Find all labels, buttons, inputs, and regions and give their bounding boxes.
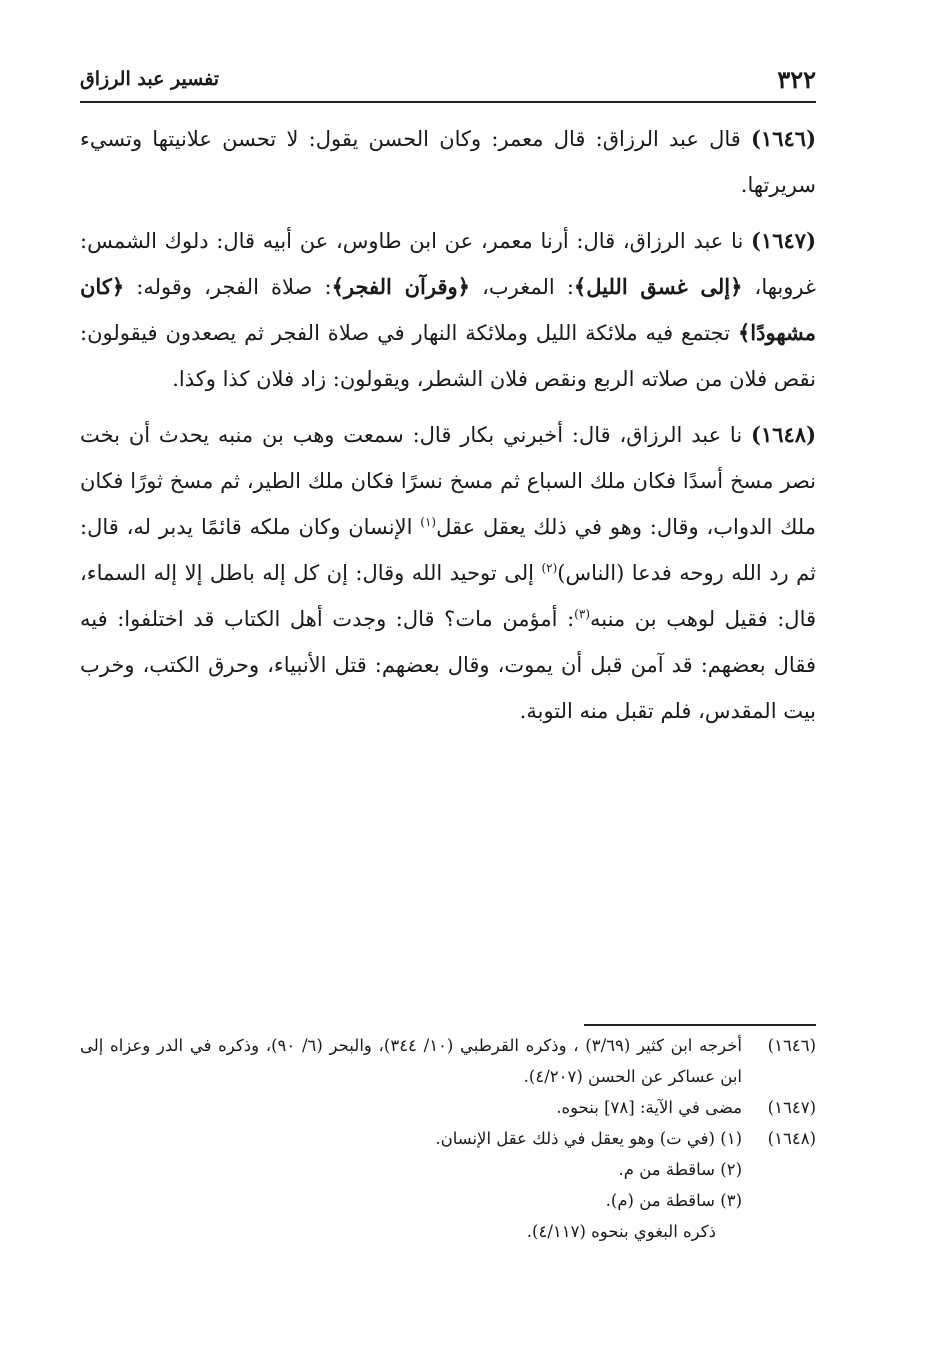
footnote-marker: (٢) — [541, 561, 558, 575]
paragraph-text: : أمؤمن مات؟ قال: وجدت أهل الكتاب قد اختلفوا: فيه فقال بعضهم: قد آمن قبل أن يموت، وقال بعضهم: قتل الأنبياء، وحرق الكتب، وخرب بيت المقدس، فلم تقبل منه التوبة. — [80, 607, 816, 723]
quran-quote: ﴿وقرآن الفجر﴾ — [331, 274, 470, 299]
header-divider — [80, 101, 816, 103]
footnote-marker: (١) — [420, 515, 437, 529]
quran-quote: ﴿إلى غسق الليل﴾ — [573, 274, 743, 299]
paragraph-text: قال عبد الرزاق: قال معمر: وكان الحسن يقول: لا تحسن علانيتها وتسيء سريرتها. — [80, 127, 816, 197]
footnote-text: أخرجه ابن كثير (٣/٦٩) ، وذكره القرطبي (١٠/ ٣٤٤)، والبحر (٦/ ٩٠)، وذكره في الدر وعزاه إلى ابن عساكر عن الحسن (٤/٢٠٧). — [80, 1036, 743, 1086]
footnote-1648 — [80, 1123, 816, 1154]
paragraph-text: الإنسان وكان ملكه قائمًا يدبر له، قال: ثم رد الله روحه فدعا (الناس) — [80, 515, 816, 585]
footnote-text: (١) (في ت) وهو يعقل في ذلك عقل الإنسان. — [435, 1129, 742, 1148]
paragraph-text: تجتمع فيه ملائكة الليل وملائكة النهار في صلاة الفجر ثم يصعدون فيقولون: نقص فلان من صلاته الربع ونقص فلان الشطر، ويقولون: زاد فلان كذا وكذا. — [80, 321, 816, 391]
paragraph-text: : صلاة الفجر، وقوله: — [124, 275, 332, 299]
footnote-marker: (٣) — [574, 607, 590, 621]
running-title: تفسير عبد الرزاق — [80, 68, 220, 90]
page-header — [80, 58, 816, 100]
page-number: ٣٢٢ — [777, 64, 816, 94]
paragraph-text: : المغرب، — [469, 275, 574, 299]
paragraph-text: إلى توحيد الله وقال: إن كل إله باطل إلا إله السماء، قال: فقيل لوهب بن منبه — [80, 561, 817, 631]
footnote-1646 — [80, 1030, 816, 1092]
paragraph-1646 — [80, 116, 816, 208]
footnote-label: (١٦٤٨) — [767, 1129, 816, 1148]
paragraph-text: نا عبد الرزاق، قال: أخبرني بكار قال: سمعت وهب بن منبه يحدث أن بخت نصر مسخ أسدًا فكان ملك السباع ثم مسخ نسرًا فكان ملك الطير، ثم مسخ ثورًا فكان ملك الدواب، وقال: وهو في ذلك يعقل عقل — [80, 423, 816, 539]
paragraph-text: نا عبد الرزاق، قال: أرنا معمر، عن ابن طاوس، عن أبيه قال: دلوك الشمس: غروبها، — [80, 229, 816, 299]
footnote-subline: ذكره البغوي بنحوه (٤/١١٧). — [526, 1222, 716, 1241]
footnote-subline: (٢) ساقطة من م. — [618, 1160, 742, 1179]
footnote-text: مضى في الآية: [٧٨] بنحوه. — [556, 1098, 742, 1117]
hadith-number: (١٦٤٧) — [751, 228, 816, 253]
footnotes — [80, 1030, 816, 1247]
hadith-number: (١٦٤٦) — [751, 126, 816, 151]
quran-quote: ﴿كان مشهودًا﴾ — [80, 274, 816, 345]
footnote-1647 — [80, 1092, 816, 1123]
main-text — [80, 116, 816, 744]
footnote-label: (١٦٤٧) — [767, 1098, 816, 1117]
hadith-number: (١٦٤٨) — [751, 422, 816, 447]
paragraph-1647 — [80, 218, 816, 402]
footnote-subline: (٣) ساقطة من (م). — [605, 1191, 742, 1210]
footnote-divider — [584, 1024, 816, 1026]
footnote-label: (١٦٤٦) — [767, 1036, 816, 1055]
paragraph-1648 — [80, 412, 816, 734]
